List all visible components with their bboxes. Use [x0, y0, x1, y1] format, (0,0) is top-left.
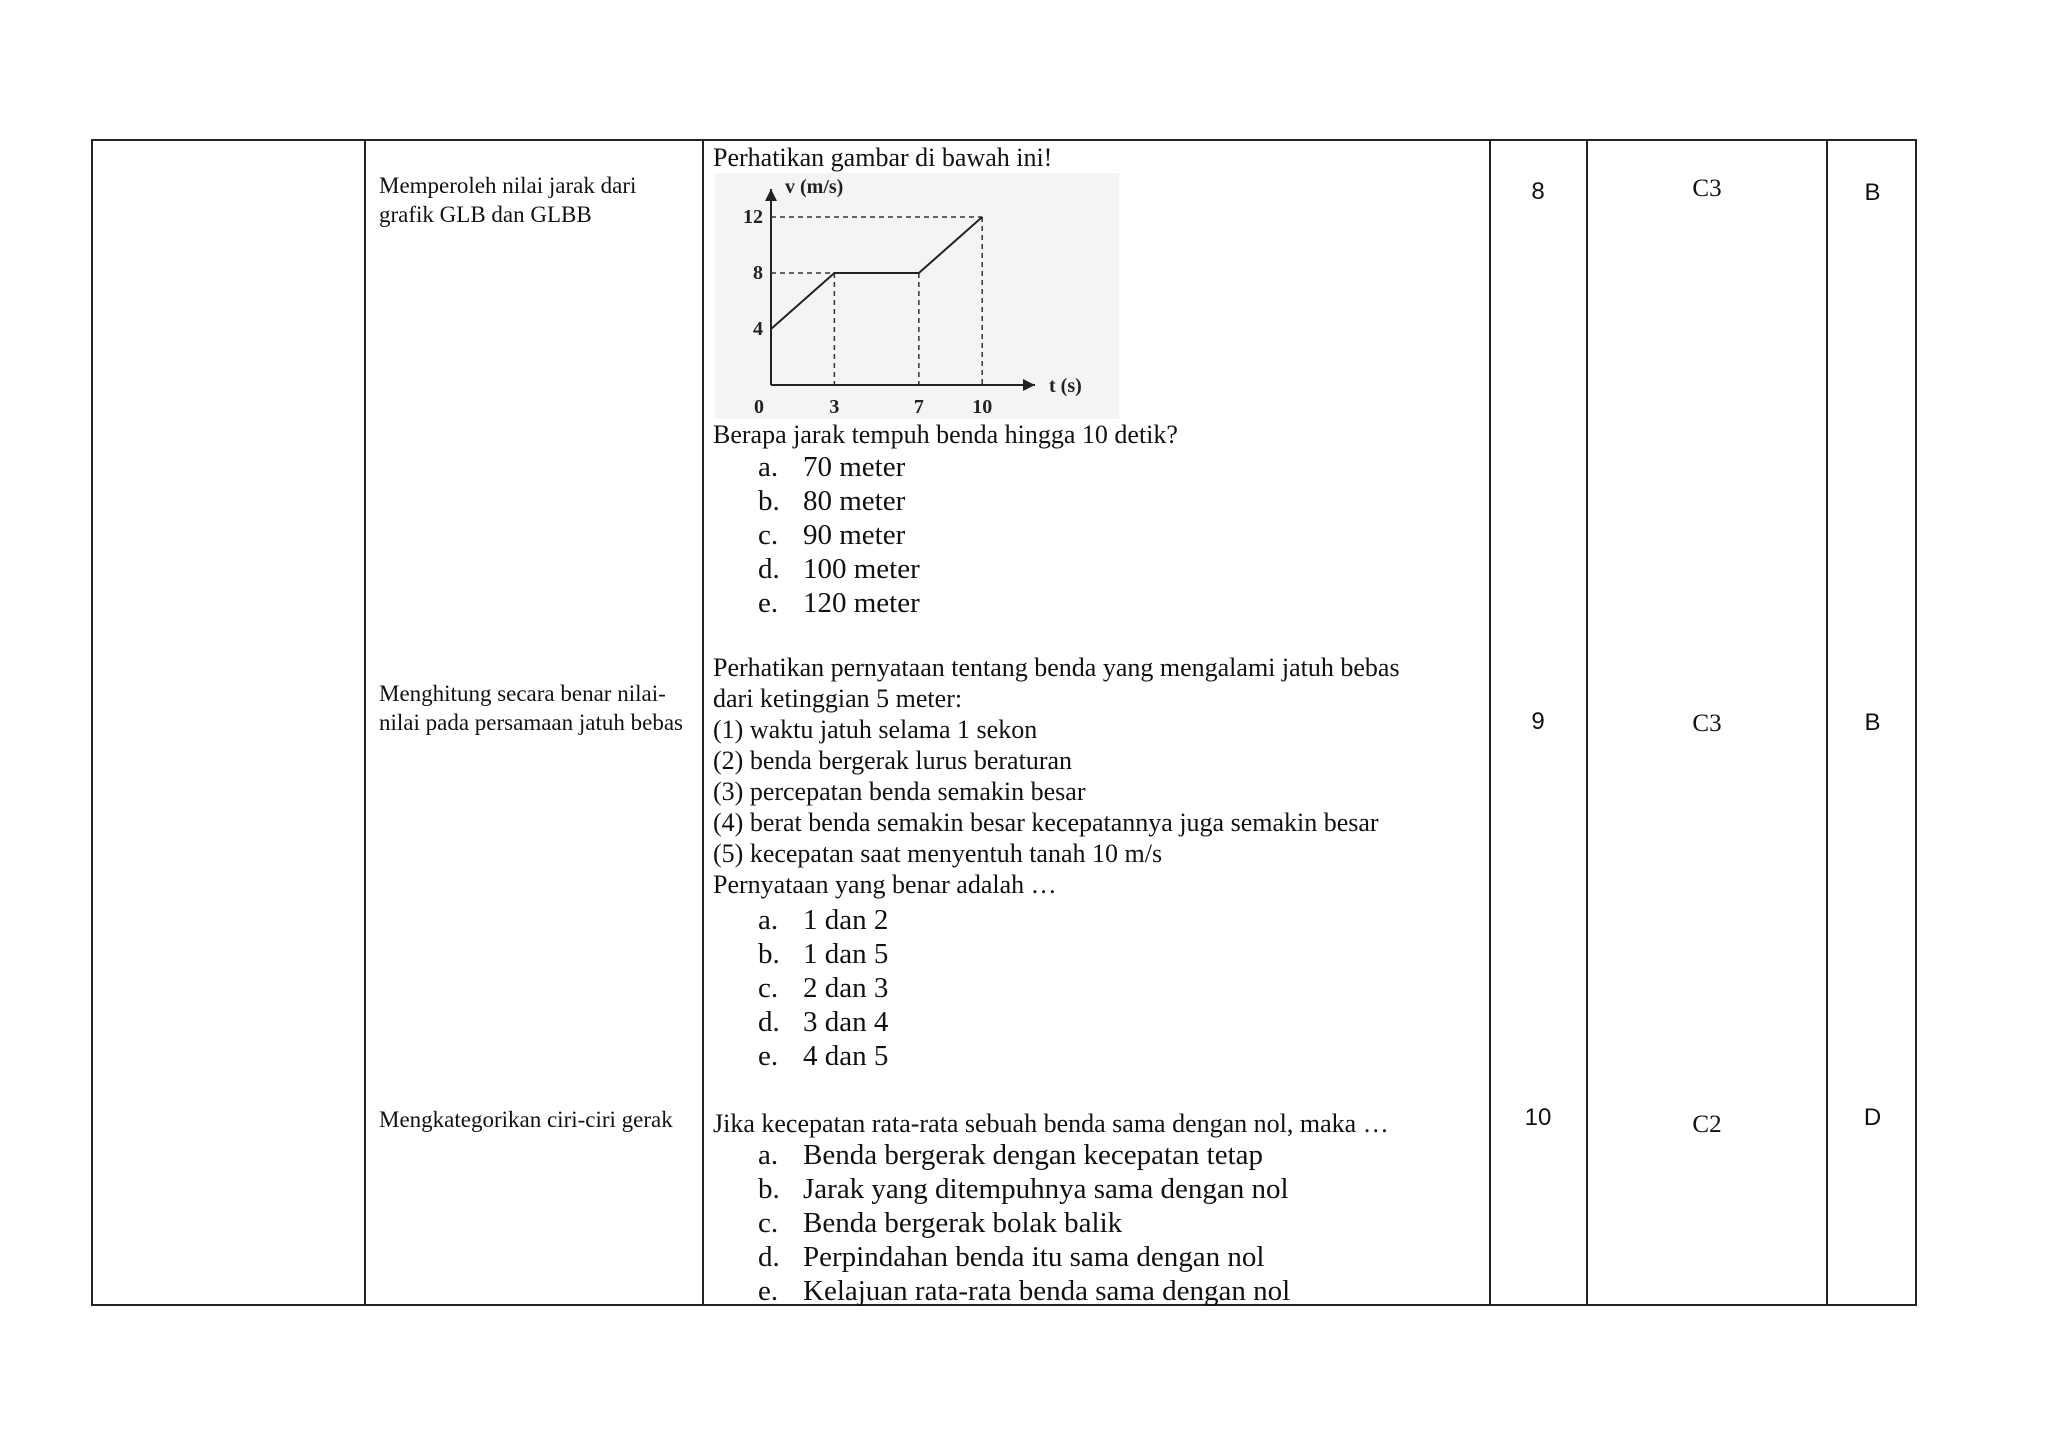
- velocity-time-chart: [715, 173, 1119, 419]
- answer-key: D: [1863, 1104, 1882, 1131]
- option-item: d. 3 dan 4: [758, 1006, 889, 1038]
- x-axis-arrow: [1023, 379, 1035, 391]
- indicator-text: Menghitung secara benar nilai-nilai pada persamaan jatuh bebas: [379, 681, 683, 735]
- x-tick-label: 10: [972, 396, 993, 418]
- option-item: e. 120 meter: [758, 587, 920, 619]
- cognitive-level: C3: [1692, 175, 1722, 202]
- question-intro: Perhatikan gambar di bawah ini!: [713, 143, 1053, 172]
- options-list: [758, 903, 888, 1073]
- option-item: c. 90 meter: [758, 519, 906, 551]
- x-tick-label: 3: [829, 396, 840, 418]
- question-block: Perhatikan pernyataan tentang benda yang mengalami jatuh bebas dari ketinggian 5 meter: (1) waktu jatuh selama 1 sekon (2) benda bergerak lurus beraturan (3) percepatan benda semakin besar (4) berat benda semakin besar kecepatannya juga semakin besar (5) kecepatan saat menyentuh tanah 10 m/s Pernyataan yang benar adalah …: [713, 653, 1400, 899]
- question-grid-table: [91, 139, 1917, 1306]
- x-tick-label: 0: [754, 396, 764, 418]
- question-text: Jika kecepatan rata-rata sebuah benda sama dengan nol, maka …: [713, 1109, 1389, 1138]
- option-item: d. Perpindahan benda itu sama dengan nol: [758, 1241, 1265, 1273]
- question-number: 8: [1531, 178, 1545, 205]
- option-item: c. 2 dan 3: [758, 972, 889, 1004]
- column-divider: [702, 141, 704, 1304]
- y-tick-label: 4: [753, 318, 763, 340]
- indicator-text: Memperoleh nilai jarak dari grafik GLB dan GLBB: [379, 173, 637, 227]
- question-text: Berapa jarak tempuh benda hingga 10 detik?: [713, 420, 1178, 449]
- y-tick-label: 12: [743, 206, 763, 228]
- option-item: c. Benda bergerak bolak balik: [758, 1207, 1123, 1239]
- answer-key: B: [1864, 709, 1881, 736]
- answer-key: B: [1864, 179, 1881, 206]
- option-item: e. Kelajuan rata-rata benda sama dengan nol: [758, 1275, 1291, 1307]
- cognitive-level: C2: [1692, 1111, 1722, 1138]
- option-item: a. 1 dan 2: [758, 904, 889, 936]
- indicator-text: Mengkategorikan ciri-ciri gerak: [379, 1107, 673, 1132]
- option-item: b. Jarak yang ditempuhnya sama dengan nol: [758, 1173, 1289, 1205]
- y-tick-label: 8: [753, 262, 763, 284]
- y-axis-label: v (m/s): [785, 176, 844, 198]
- option-item: e. 4 dan 5: [758, 1040, 889, 1072]
- question-number: 9: [1531, 708, 1545, 735]
- cognitive-level: C3: [1692, 710, 1722, 737]
- option-item: b. 1 dan 5: [758, 938, 889, 970]
- option-item: b. 80 meter: [758, 485, 906, 517]
- x-tick-label: 7: [913, 396, 924, 418]
- options-list: [758, 450, 920, 620]
- velocity-time-graph: [715, 173, 1119, 419]
- option-item: a. 70 meter: [758, 451, 906, 483]
- options-list: [758, 1138, 1290, 1308]
- option-item: d. 100 meter: [758, 553, 920, 585]
- option-item: a. Benda bergerak dengan kecepatan tetap: [758, 1139, 1264, 1171]
- x-axis-label: t (s): [1049, 375, 1082, 397]
- y-axis-arrow: [765, 189, 777, 201]
- question-number: 10: [1524, 1104, 1552, 1131]
- column-divider: [364, 141, 366, 1304]
